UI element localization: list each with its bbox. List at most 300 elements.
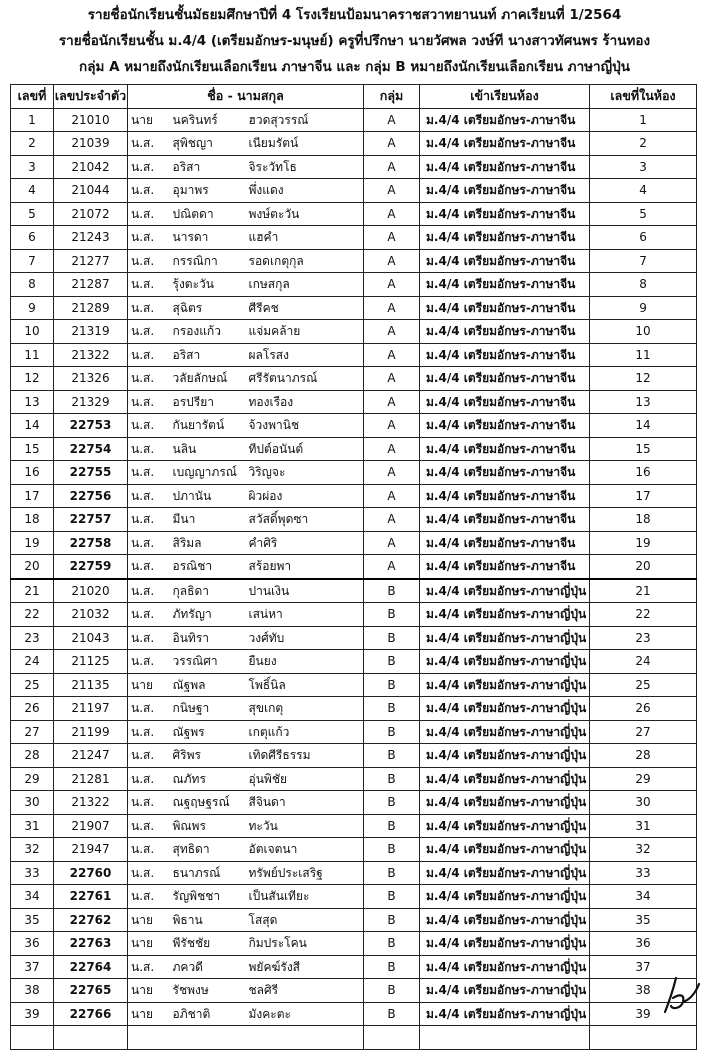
- group-code: B: [364, 603, 420, 627]
- first-name: อริสา: [171, 155, 247, 179]
- table-row: [11, 437, 697, 461]
- student-id: 21197: [54, 697, 128, 721]
- class-advisor-line: รายชื่อนักเรียนชั้น ม.4/4 (เตรียมอักษร-มนุษย์) ครูที่ปรึกษา นายวัศพล วงษ์ที นางสาวทัศนพร ร้านทอง: [58, 33, 651, 49]
- first-name: กันยารัตน์: [171, 414, 247, 438]
- room-number: 8: [590, 273, 697, 297]
- group-code: A: [364, 390, 420, 414]
- first-name: ปณิตดา: [171, 202, 247, 226]
- class-room: ม.4/4 เตรียมอักษร-ภาษาญี่ปุ่น: [420, 932, 590, 956]
- table-row: [11, 249, 697, 273]
- table-row: [11, 626, 697, 650]
- class-room: ม.4/4 เตรียมอักษร-ภาษาญี่ปุ่น: [420, 861, 590, 885]
- group-code: A: [364, 179, 420, 203]
- group-code: A: [364, 273, 420, 297]
- room-number: 36: [590, 932, 697, 956]
- first-name: นารดา: [171, 226, 247, 250]
- class-room: ม.4/4 เตรียมอักษร-ภาษาญี่ปุ่น: [420, 814, 590, 838]
- group-code: A: [364, 484, 420, 508]
- class-room: ม.4/4 เตรียมอักษร-ภาษาญี่ปุ่น: [420, 603, 590, 627]
- first-name: รัญพิชชา: [171, 885, 247, 909]
- class-room: [420, 1026, 590, 1050]
- last-name: ทรัพย์ประเสริฐ: [247, 861, 364, 885]
- row-number: 26: [11, 697, 54, 721]
- row-number: 28: [11, 744, 54, 768]
- table-row: [11, 697, 697, 721]
- row-number: 31: [11, 814, 54, 838]
- class-room: ม.4/4 เตรียมอักษร-ภาษาจีน: [420, 273, 590, 297]
- group-code: A: [364, 132, 420, 156]
- name-prefix: น.ส.: [128, 226, 171, 250]
- name-prefix: น.ส.: [128, 579, 171, 603]
- class-room: ม.4/4 เตรียมอักษร-ภาษาจีน: [420, 132, 590, 156]
- last-name: โสสุด: [247, 908, 364, 932]
- row-number: 2: [11, 132, 54, 156]
- student-id: 21329: [54, 390, 128, 414]
- row-number: 7: [11, 249, 54, 273]
- col-header-student-id: เลขประจำตัว: [54, 85, 128, 109]
- last-name: ยืนยง: [247, 650, 364, 674]
- class-room: ม.4/4 เตรียมอักษร-ภาษาจีน: [420, 155, 590, 179]
- class-room: ม.4/4 เตรียมอักษร-ภาษาญี่ปุ่น: [420, 1002, 590, 1026]
- class-room: ม.4/4 เตรียมอักษร-ภาษาจีน: [420, 296, 590, 320]
- room-number: 1: [590, 108, 697, 132]
- room-number: 2: [590, 132, 697, 156]
- class-room: ม.4/4 เตรียมอักษร-ภาษาจีน: [420, 461, 590, 485]
- room-number: 5: [590, 202, 697, 226]
- row-number: 20: [11, 555, 54, 579]
- last-name: สุขเกตุ: [247, 697, 364, 721]
- group-code: B: [364, 908, 420, 932]
- student-id: 21322: [54, 791, 128, 815]
- table-row: [11, 1026, 697, 1050]
- group-code: A: [364, 320, 420, 344]
- room-number: 25: [590, 673, 697, 697]
- first-name: พิณพร: [171, 814, 247, 838]
- group-code: A: [364, 461, 420, 485]
- first-name: มีนา: [171, 508, 247, 532]
- class-room: ม.4/4 เตรียมอักษร-ภาษาจีน: [420, 343, 590, 367]
- group-code: B: [364, 814, 420, 838]
- room-number: 27: [590, 720, 697, 744]
- name-prefix: น.ส.: [128, 838, 171, 862]
- row-number: 15: [11, 437, 54, 461]
- room-number: [590, 1026, 697, 1050]
- group-code: A: [364, 249, 420, 273]
- room-number: 22: [590, 603, 697, 627]
- first-name: ณฐฤษฐรณ์: [171, 791, 247, 815]
- last-name: พงษ์ตะวัน: [247, 202, 364, 226]
- first-name: นครินทร์: [171, 108, 247, 132]
- col-header-class: เข้าเรียนห้อง: [420, 85, 590, 109]
- first-name: ศิริพร: [171, 744, 247, 768]
- student-id: 22764: [54, 955, 128, 979]
- last-name: ทะวัน: [247, 814, 364, 838]
- first-name: อรปรียา: [171, 390, 247, 414]
- name-prefix: น.ส.: [128, 367, 171, 391]
- student-id: [54, 1026, 128, 1050]
- name-prefix: น.ส.: [128, 249, 171, 273]
- room-number: 20: [590, 555, 697, 579]
- row-number: 38: [11, 979, 54, 1003]
- student-id: 21125: [54, 650, 128, 674]
- table-row: [11, 132, 697, 156]
- first-name: ปภานัน: [171, 484, 247, 508]
- name-prefix: น.ส.: [128, 484, 171, 508]
- room-number: 34: [590, 885, 697, 909]
- name-prefix: น.ส.: [128, 179, 171, 203]
- table-row: [11, 555, 697, 579]
- student-id: 22762: [54, 908, 128, 932]
- room-number: 17: [590, 484, 697, 508]
- student-id: 21247: [54, 744, 128, 768]
- last-name: แฮคำ: [247, 226, 364, 250]
- class-room: ม.4/4 เตรียมอักษร-ภาษาญี่ปุ่น: [420, 955, 590, 979]
- room-number: 33: [590, 861, 697, 885]
- last-name: เกตุแก้ว: [247, 720, 364, 744]
- room-number: 19: [590, 531, 697, 555]
- class-room: ม.4/4 เตรียมอักษร-ภาษาจีน: [420, 390, 590, 414]
- table-row: [11, 226, 697, 250]
- table-row: [11, 343, 697, 367]
- name-prefix: น.ส.: [128, 885, 171, 909]
- first-name: ธนาภรณ์: [171, 861, 247, 885]
- signature-mark: [659, 972, 703, 1018]
- first-name: สุพิชญา: [171, 132, 247, 156]
- last-name: วงศ์ทับ: [247, 626, 364, 650]
- class-room: ม.4/4 เตรียมอักษร-ภาษาญี่ปุ่น: [420, 579, 590, 603]
- group-code: A: [364, 555, 420, 579]
- student-roster-table: [10, 84, 697, 1050]
- row-number: 17: [11, 484, 54, 508]
- group-code: B: [364, 885, 420, 909]
- name-prefix: น.ส.: [128, 626, 171, 650]
- group-code: A: [364, 343, 420, 367]
- class-room: ม.4/4 เตรียมอักษร-ภาษาญี่ปุ่น: [420, 720, 590, 744]
- group-code: B: [364, 791, 420, 815]
- class-room: ม.4/4 เตรียมอักษร-ภาษาญี่ปุ่น: [420, 673, 590, 697]
- table-row: [11, 955, 697, 979]
- class-room: ม.4/4 เตรียมอักษร-ภาษาจีน: [420, 108, 590, 132]
- student-id: 22760: [54, 861, 128, 885]
- room-number: 14: [590, 414, 697, 438]
- last-name: ผิวผ่อง: [247, 484, 364, 508]
- last-name: โพธิ์นิล: [247, 673, 364, 697]
- student-id: 21322: [54, 343, 128, 367]
- first-name: วรรณิศา: [171, 650, 247, 674]
- row-number: 23: [11, 626, 54, 650]
- room-number: 10: [590, 320, 697, 344]
- name-prefix: น.ส.: [128, 461, 171, 485]
- first-name: ณัฐพล: [171, 673, 247, 697]
- row-number: 9: [11, 296, 54, 320]
- row-number: 24: [11, 650, 54, 674]
- class-room: ม.4/4 เตรียมอักษร-ภาษาจีน: [420, 414, 590, 438]
- room-number: 32: [590, 838, 697, 862]
- group-code: A: [364, 202, 420, 226]
- row-number: 32: [11, 838, 54, 862]
- student-id: 22766: [54, 1002, 128, 1026]
- row-number: 33: [11, 861, 54, 885]
- table-row: [11, 108, 697, 132]
- group-code: B: [364, 861, 420, 885]
- group-code: A: [364, 437, 420, 461]
- class-room: ม.4/4 เตรียมอักษร-ภาษาญี่ปุ่น: [420, 791, 590, 815]
- student-id: 22759: [54, 555, 128, 579]
- table-row: [11, 767, 697, 791]
- first-name: ภัทรัญา: [171, 603, 247, 627]
- row-number: 6: [11, 226, 54, 250]
- last-name: วิริญจะ: [247, 461, 364, 485]
- student-id: 22763: [54, 932, 128, 956]
- first-name: อภิชาติ: [171, 1002, 247, 1026]
- col-header-group: กลุ่ม: [364, 85, 420, 109]
- student-id: 22756: [54, 484, 128, 508]
- room-number: 16: [590, 461, 697, 485]
- room-number: 39: [590, 1002, 697, 1026]
- name-prefix: นาย: [128, 108, 171, 132]
- group-code: A: [364, 155, 420, 179]
- table-row: [11, 296, 697, 320]
- name-prefix: นาย: [128, 979, 171, 1003]
- student-id: 21243: [54, 226, 128, 250]
- table-row: [11, 320, 697, 344]
- class-room: ม.4/4 เตรียมอักษร-ภาษาจีน: [420, 437, 590, 461]
- class-room: ม.4/4 เตรียมอักษร-ภาษาญี่ปุ่น: [420, 697, 590, 721]
- first-name: รัชพงษ: [171, 979, 247, 1003]
- room-number: 26: [590, 697, 697, 721]
- last-name: อุ่นพิชัย: [247, 767, 364, 791]
- first-name: สิริมล: [171, 531, 247, 555]
- row-number: 18: [11, 508, 54, 532]
- group-code: B: [364, 579, 420, 603]
- group-code: B: [364, 626, 420, 650]
- student-id: 21020: [54, 579, 128, 603]
- class-room: ม.4/4 เตรียมอักษร-ภาษาจีน: [420, 531, 590, 555]
- group-code: B: [364, 932, 420, 956]
- student-id: 21032: [54, 603, 128, 627]
- row-number: 5: [11, 202, 54, 226]
- room-number: 38: [590, 979, 697, 1003]
- last-name: สร้อยพา: [247, 555, 364, 579]
- last-name: ชลศิรี: [247, 979, 364, 1003]
- group-legend-line: กลุ่ม A หมายถึงนักเรียนเลือกเรียน ภาษาจีน และ กลุ่ม B หมายถึงนักเรียนเลือกเรียน ภาษาญี่ปุ่น: [79, 59, 630, 75]
- room-number: 6: [590, 226, 697, 250]
- class-room: ม.4/4 เตรียมอักษร-ภาษาญี่ปุ่น: [420, 744, 590, 768]
- table-row: [11, 461, 697, 485]
- name-prefix: น.ส.: [128, 132, 171, 156]
- first-name: สุฉิตร: [171, 296, 247, 320]
- student-id: 22757: [54, 508, 128, 532]
- table-row: [11, 885, 697, 909]
- group-code: A: [364, 531, 420, 555]
- col-header-room-no: เลขที่ในห้อง: [590, 85, 697, 109]
- last-name: ศีรีคช: [247, 296, 364, 320]
- row-number: 30: [11, 791, 54, 815]
- name-prefix: น.ส.: [128, 531, 171, 555]
- student-id: 21039: [54, 132, 128, 156]
- last-name: ปานเงิน: [247, 579, 364, 603]
- room-number: 18: [590, 508, 697, 532]
- room-number: 37: [590, 955, 697, 979]
- class-room: ม.4/4 เตรียมอักษร-ภาษาญี่ปุ่น: [420, 626, 590, 650]
- table-row: [11, 202, 697, 226]
- first-name: พีรัชชัย: [171, 932, 247, 956]
- student-id: 21907: [54, 814, 128, 838]
- name-prefix: น.ส.: [128, 296, 171, 320]
- last-name: แจ่มคล้าย: [247, 320, 364, 344]
- name-prefix: นาย: [128, 673, 171, 697]
- room-number: 29: [590, 767, 697, 791]
- first-name: สุทธิดา: [171, 838, 247, 862]
- first-name: กรองแก้ว: [171, 320, 247, 344]
- table-row: [11, 650, 697, 674]
- last-name: จิระวัทโธ: [247, 155, 364, 179]
- name-prefix: น.ส.: [128, 508, 171, 532]
- student-id: 21326: [54, 367, 128, 391]
- table-row: [11, 273, 697, 297]
- last-name: อัตเจตนา: [247, 838, 364, 862]
- first-name: อินทิรา: [171, 626, 247, 650]
- name-prefix: น.ส.: [128, 744, 171, 768]
- last-name: พยัคฆ์รังสี: [247, 955, 364, 979]
- last-name: มังคะตะ: [247, 1002, 364, 1026]
- group-code: B: [364, 979, 420, 1003]
- last-name: สวัสดิ์พุดซา: [247, 508, 364, 532]
- row-number: 25: [11, 673, 54, 697]
- col-header-name: ชื่อ - นามสกุล: [128, 85, 364, 109]
- room-number: 31: [590, 814, 697, 838]
- student-id: 21043: [54, 626, 128, 650]
- last-name: ทองเรือง: [247, 390, 364, 414]
- last-name: ฮวดสุวรรณ์: [247, 108, 364, 132]
- table-row: [11, 861, 697, 885]
- group-code: B: [364, 720, 420, 744]
- last-name: พึ่งแดง: [247, 179, 364, 203]
- class-room: ม.4/4 เตรียมอักษร-ภาษาญี่ปุ่น: [420, 885, 590, 909]
- last-name: ผลโรสง: [247, 343, 364, 367]
- name-prefix: น.ส.: [128, 697, 171, 721]
- first-name: อริสา: [171, 343, 247, 367]
- table-row: [11, 484, 697, 508]
- row-number: 3: [11, 155, 54, 179]
- class-room: ม.4/4 เตรียมอักษร-ภาษาจีน: [420, 179, 590, 203]
- document-title: รายชื่อนักเรียนชั้นมัธยมศึกษาปีที่ 4 โรงเรียนป้อมนาคราชสวาทยานนท์ ภาคเรียนที่ 1/2564: [87, 7, 622, 23]
- room-number: 12: [590, 367, 697, 391]
- name-prefix: น.ส.: [128, 814, 171, 838]
- col-header-no: เลขที่: [11, 85, 54, 109]
- row-number: 19: [11, 531, 54, 555]
- room-number: 3: [590, 155, 697, 179]
- name-prefix: น.ส.: [128, 720, 171, 744]
- name-prefix: น.ส.: [128, 650, 171, 674]
- room-number: 13: [590, 390, 697, 414]
- student-id: 21072: [54, 202, 128, 226]
- last-name: เกษสกุล: [247, 273, 364, 297]
- row-number: 36: [11, 932, 54, 956]
- table-row: [11, 673, 697, 697]
- class-room: ม.4/4 เตรียมอักษร-ภาษาจีน: [420, 249, 590, 273]
- last-name: รอดเกตุกุล: [247, 249, 364, 273]
- first-name: ณภัทร: [171, 767, 247, 791]
- table-row: [11, 579, 697, 603]
- student-id: 21947: [54, 838, 128, 862]
- student-id: 21135: [54, 673, 128, 697]
- table-row: [11, 791, 697, 815]
- name-prefix: น.ส.: [128, 273, 171, 297]
- first-name: อรณิชา: [171, 555, 247, 579]
- student-id: 22754: [54, 437, 128, 461]
- row-number: [11, 1026, 54, 1050]
- first-name: รุ้งตะวัน: [171, 273, 247, 297]
- last-name: [247, 1026, 364, 1050]
- table-row: [11, 1002, 697, 1026]
- student-id: 22765: [54, 979, 128, 1003]
- table-row: [11, 367, 697, 391]
- group-code: A: [364, 296, 420, 320]
- student-id: 21287: [54, 273, 128, 297]
- student-id: 22753: [54, 414, 128, 438]
- last-name: เป็นสันเทียะ: [247, 885, 364, 909]
- group-code: B: [364, 838, 420, 862]
- group-code: A: [364, 414, 420, 438]
- class-room: ม.4/4 เตรียมอักษร-ภาษาจีน: [420, 555, 590, 579]
- table-body: [11, 108, 697, 1049]
- row-number: 27: [11, 720, 54, 744]
- first-name: เบญญาภรณ์: [171, 461, 247, 485]
- student-id: 21277: [54, 249, 128, 273]
- row-number: 14: [11, 414, 54, 438]
- student-id: 21042: [54, 155, 128, 179]
- student-id: 21289: [54, 296, 128, 320]
- name-prefix: น.ส.: [128, 861, 171, 885]
- class-room: ม.4/4 เตรียมอักษร-ภาษาจีน: [420, 226, 590, 250]
- name-prefix: [128, 1026, 171, 1050]
- row-number: 22: [11, 603, 54, 627]
- table-row: [11, 932, 697, 956]
- name-prefix: น.ส.: [128, 767, 171, 791]
- row-number: 34: [11, 885, 54, 909]
- name-prefix: น.ส.: [128, 555, 171, 579]
- group-code: A: [364, 226, 420, 250]
- name-prefix: นาย: [128, 908, 171, 932]
- table-row: [11, 508, 697, 532]
- group-code: [364, 1026, 420, 1050]
- room-number: 21: [590, 579, 697, 603]
- row-number: 29: [11, 767, 54, 791]
- name-prefix: น.ส.: [128, 155, 171, 179]
- name-prefix: น.ส.: [128, 202, 171, 226]
- last-name: สีจินดา: [247, 791, 364, 815]
- class-room: ม.4/4 เตรียมอักษร-ภาษาญี่ปุ่น: [420, 767, 590, 791]
- name-prefix: น.ส.: [128, 343, 171, 367]
- name-prefix: น.ส.: [128, 437, 171, 461]
- group-code: A: [364, 108, 420, 132]
- room-number: 4: [590, 179, 697, 203]
- row-number: 12: [11, 367, 54, 391]
- room-number: 35: [590, 908, 697, 932]
- room-number: 28: [590, 744, 697, 768]
- group-code: B: [364, 697, 420, 721]
- last-name: คำศิริ: [247, 531, 364, 555]
- first-name: กนิษฐา: [171, 697, 247, 721]
- student-id: 21199: [54, 720, 128, 744]
- first-name: พิธาน: [171, 908, 247, 932]
- row-number: 1: [11, 108, 54, 132]
- name-prefix: น.ส.: [128, 320, 171, 344]
- class-room: ม.4/4 เตรียมอักษร-ภาษาญี่ปุ่น: [420, 908, 590, 932]
- group-code: B: [364, 673, 420, 697]
- table-header-row: [11, 85, 697, 109]
